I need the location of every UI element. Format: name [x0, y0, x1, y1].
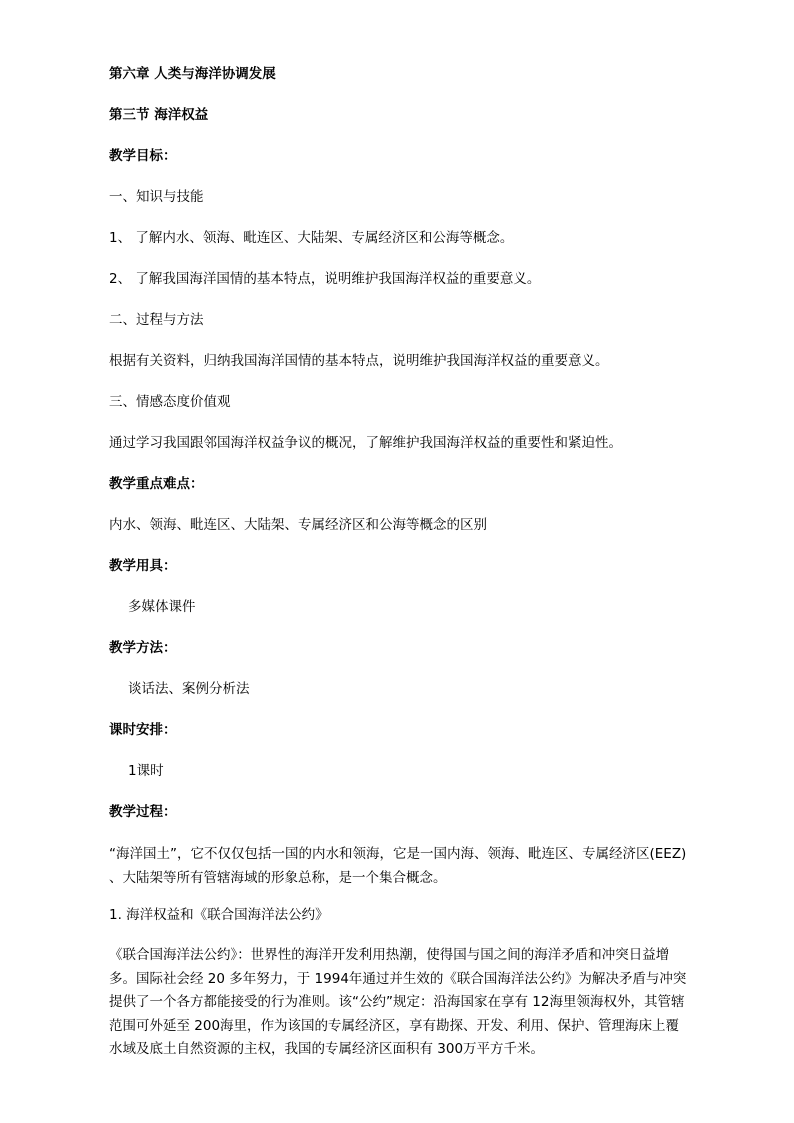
objective-3-heading: 三、情感态度价值观: [109, 394, 231, 410]
objective-1-item-1: 1、 了解内水、领海、毗连区、大陆架、专属经济区和公海等概念。: [109, 230, 514, 246]
objective-3-text: 通过学习我国跟邻国海洋权益争议的概况，了解维护我国海洋权益的重要性和紧迫性。: [109, 435, 622, 451]
schedule-text: 1课时: [128, 763, 164, 779]
tools-text: 多媒体课件: [128, 599, 196, 615]
objective-2-text: 根据有关资料，归纳我国海洋国情的基本特点，说明维护我国海洋权益的重要意义。: [109, 353, 609, 369]
schedule-heading: 课时安排：: [109, 722, 177, 738]
objective-1-item-2: 2、 了解我国海洋国情的基本特点，说明维护我国海洋权益的重要意义。: [109, 271, 541, 287]
objective-1-heading: 一、知识与技能: [109, 189, 204, 205]
subsection-1-title: 1. 海洋权益和《联合国海洋法公约》: [109, 907, 329, 923]
chapter-title: 第六章 人类与海洋协调发展: [109, 66, 276, 82]
tools-heading: 教学用具：: [109, 558, 177, 574]
methods-text: 谈话法、案例分析法: [128, 681, 250, 697]
process-heading: 教学过程：: [109, 804, 177, 820]
key-points-heading: 教学重点难点：: [109, 476, 204, 492]
objectives-heading: 教学目标：: [109, 148, 177, 164]
subsection-1-text: 《联合国海洋法公约》：世界性的海洋开发利用热潮，使得国与国之间的海洋矛盾和冲突日益增多。国际社会经 20 多年努力，于 1994年通过并生效的《联合国海洋法公约》为解决矛盾与冲突提供了一个各方都能接受的行为准则。该“公约”规定：沿海国家在享有 12海里领海权外，其管辖范围可外延至 200海里，作为该国的专属经济区，享有勘探、开发、利用、保护、管理海床上覆水域及底土自然资源的主权，我国的专属经济区面积有 300万平方千米。: [109, 947, 687, 1057]
objective-2-heading: 二、过程与方法: [109, 312, 204, 328]
key-points-text: 内水、领海、毗连区、大陆架、专属经济区和公海等概念的区别: [109, 517, 487, 533]
section-title: 第三节 海洋权益: [109, 107, 209, 123]
process-intro: “海洋国土”，它不仅仅包括一国的内水和领海，它是一国内海、领海、毗连区、专属经济区(EEZ) 、大陆架等所有管辖海域的形象总称，是一个集合概念。: [109, 846, 687, 886]
methods-heading: 教学方法：: [109, 640, 177, 656]
